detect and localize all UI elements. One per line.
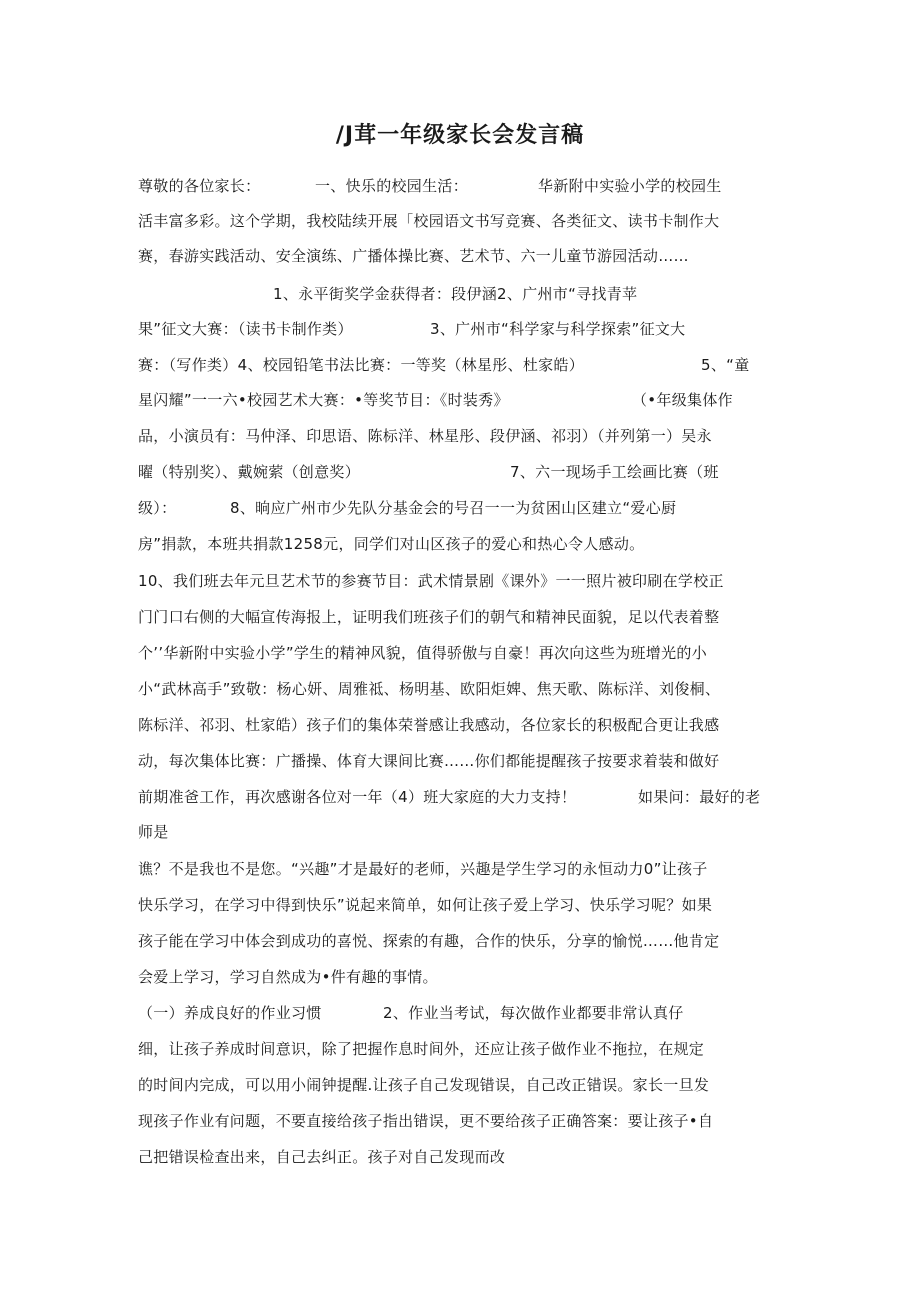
text-segment: 现孩子作业有问题，不要直接给孩子指出错误，更不要给孩子正确答案：要让孩子•自 [138,1112,714,1130]
text-segment: 尊敬的各位家长： [138,177,261,195]
text-segment: 活丰富多彩。这个学期，我校陆续开展「校园语文书写竞赛、各类征文、读书卡制作大 [138,212,720,230]
text-segment: 3、广州市“科学家与科学探索”征文大 [430,320,686,338]
text-segment: 曜（特别奖）、戴婉萦（创意奖） [138,463,361,481]
text-segment: 果”征文大赛：（读书卡制作类） [138,320,353,338]
text-segment: 的时间内完成，可以用小闹钟提醒.让孩子自己发现错误，自己改正错误。家长一旦发 [138,1076,710,1094]
text-segment: 2、作业当考试，每次做作业都要非常认真仔 [383,1004,684,1022]
text-segment: 10、我们班去年元旦艺术节的参赛节目：武术情景剧《课外》一一照片被印刷在学校正 [138,572,724,590]
text-segment: 赛：（写作类）4、校园铅笔书法比赛：一等奖（林星彤、杜家皓） [138,356,585,374]
text-segment: 赛，春游实践活动、安全演练、广播体操比赛、艺术节、六一儿童节游园活动…… [138,247,689,265]
text-segment: （一）养成良好的作业习惯 [138,1004,322,1022]
text-segment: 会爱上学习，学习自然成为•件有趣的事情。 [138,968,438,986]
text-segment: 己把错误检查出来，自己去纠正。孩子对自己发现而改 [138,1148,506,1166]
text-segment: 个’’华新附中实验小学”学生的精神风貌，值得骄傲与自豪！再次向这些为班增光的小 [138,644,708,662]
text-segment: 前期准爸工作，再次感谢各位对一年（4）班大家庭的大力支持！ [138,788,577,806]
text-segment: 星闪耀”一一六•校园艺术大赛：•等奖节目：《时装秀》 [138,391,509,409]
text-segment: 师是 [138,823,169,841]
text-segment: 5、“童 [701,356,750,374]
text-segment: 谯？不是我也不是您。“兴趣”才是最好的老师，兴趣是学生学习的永恒动力0”让孩子 [138,860,708,878]
text-segment: 品，小演员有：马仲泽、印思语、陈标洋、林星彤、段伊涵、祁羽）（并列第一）吴永 [138,427,712,445]
text-segment: 8、晌应广州市少先队分基金会的号召一一为贫困山区建立“爱心厨 [230,499,677,517]
text-segment: 小“武林高手”致敬：杨心妍、周雅祗、杨明基、欧阳炬婢、焦天歌、陈标洋、刘俊桐、 [138,680,721,698]
text-segment: 陈标洋、祁羽、杜家皓）孩子们的集体荣誉感让我感动，各位家长的积极配合更让我感 [138,716,720,734]
text-segment: 华新附中实验小学的校园生 [538,177,722,195]
text-segment: 1、永平街奖学金获得者：段伊涵2、广州市“寻找青苹 [273,285,638,303]
text-segment: 一、快乐的校园生活： [315,177,469,195]
document-title: /J茸一年级家长会发言稿 [335,123,585,148]
text-segment: 如果问：最好的老 [638,788,761,806]
text-segment: （•年级集体作 [632,391,733,409]
text-segment: 孩子能在学习中体会到成功的喜悦、探索的有趣，合作的快乐，分享的愉悦……他肯定 [138,932,720,950]
text-segment: 门门口右侧的大幅宣传海报上，证明我们班孩子们的朝气和精神民面貌，足以代表着整 [138,608,720,626]
text-segment: 动，每次集体比赛：广播操、体育大课间比赛……你们都能提醒孩子按要求着装和做好 [138,752,720,770]
text-segment: 7、六一现场手工绘画比赛（班 [510,463,719,481]
text-segment: 级）： [138,499,177,517]
text-segment: 房”捐款，本班共捐款1258元，同学们对山区孩子的爱心和热心令人感动。 [138,535,645,553]
text-segment: 快乐学习，在学习中得到快乐”说起来简单，如何让孩子爱上学习、快乐学习呢？如果 [138,896,713,914]
text-segment: 细，让孩子养成时间意识，除了把握作息时间外，还应让孩子做作业不拖拉，在规定 [138,1040,705,1058]
